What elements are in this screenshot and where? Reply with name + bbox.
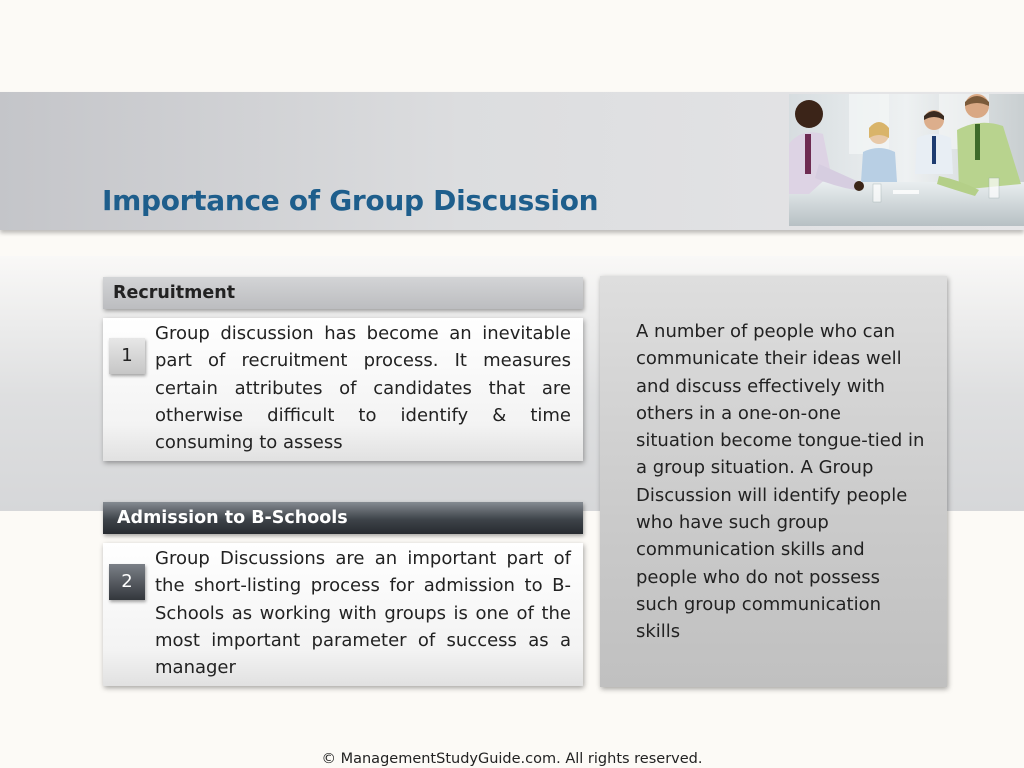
section-number-badge: 2	[109, 564, 145, 600]
recruitment-header: Recruitment	[103, 277, 583, 309]
section-number-badge: 1	[109, 338, 145, 374]
admission-box	[103, 543, 583, 686]
side-panel-text: A number of people who can communicate their ideas well and discuss effectively with others in a one-on-one situation become tongue-tied in a group situation. A Group Discussion will identify people who have such group communication skills and people who do not possess such group communication skills	[636, 321, 925, 643]
recruitment-box	[103, 318, 583, 461]
admission-header: Admission to B-Schools	[103, 502, 583, 534]
business-meeting-photo	[789, 94, 1024, 226]
slide-title: Importance of Group Discussion	[102, 184, 599, 217]
admission-text: Group Discussions are an important part of the short-listing process for admission to B-Schools as working with groups is one of the most important parameter of success as a manager	[155, 548, 571, 679]
side-panel	[600, 276, 947, 687]
recruitment-text: Group discussion has become an inevitable part of recruitment process. It measures certain attributes of candidates that are otherwise difficult to identify & time consuming to assess	[155, 323, 571, 454]
footer-copyright: © ManagementStudyGuide.com. All rights reserved.	[321, 751, 703, 767]
